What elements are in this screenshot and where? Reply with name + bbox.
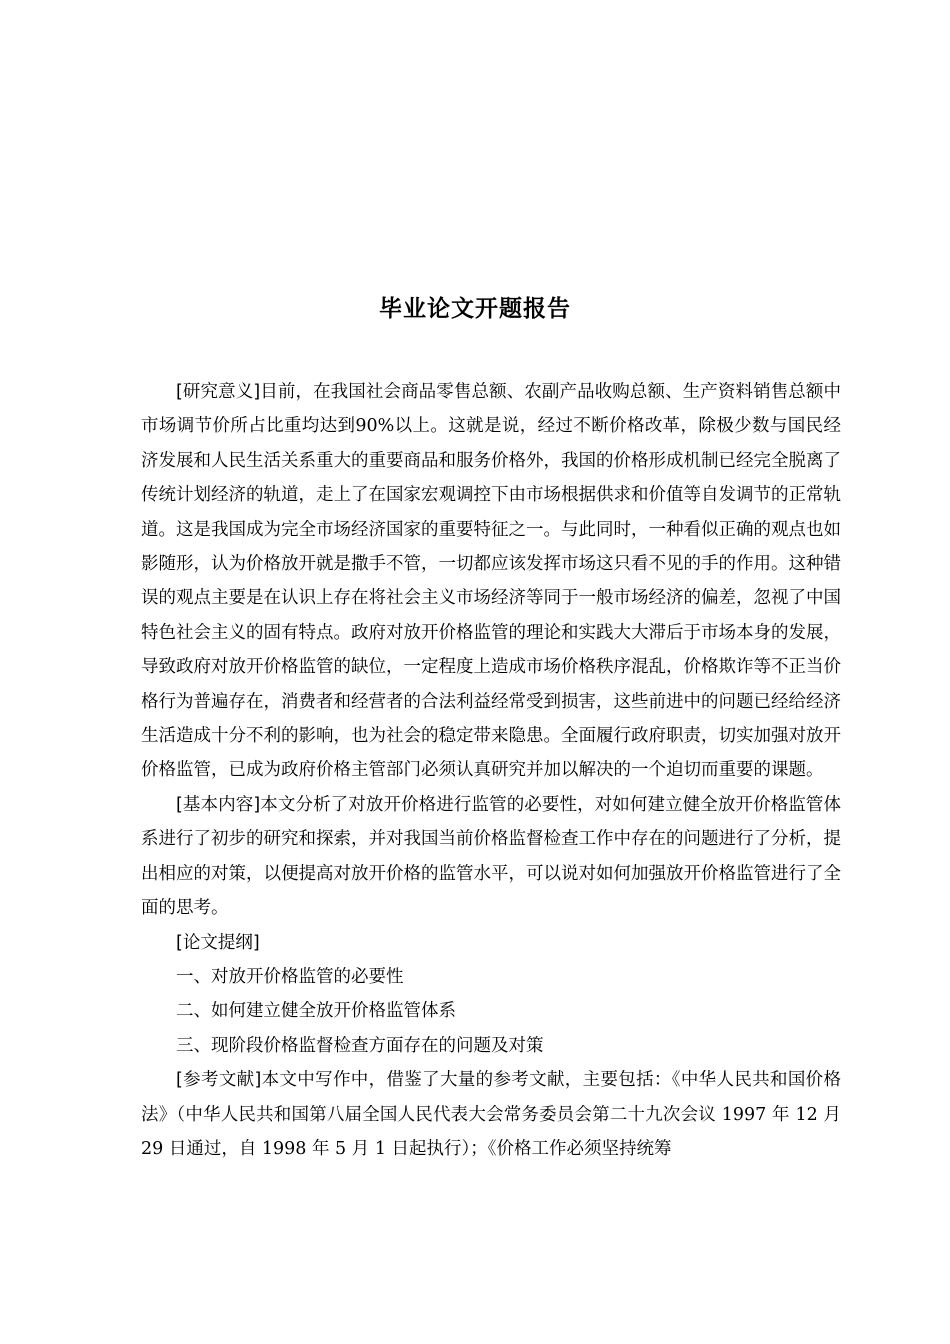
references-label: [参考文献] <box>176 1070 262 1091</box>
document-title: 毕业论文开题报告 <box>379 296 571 322</box>
document-body <box>141 375 841 1166</box>
content-label: [基本内容] <box>176 794 261 815</box>
outline-heading <box>141 926 841 960</box>
significance-text: 目前，在我国社会商品零售总额、农副产品收购总额、生产资料销售总额中市场调节价所占比重均达到90%以上。这就是说，经过不断价格改革，除极少数与国民经济发展和人民生活关系重大的重要商品和服务价格外，我国的价格形成机制已经完全脱离了传统计划经济的轨道，走上了在国家宏观调控下由市场根据供求和价值等自发调节的正常轨道。这是我国成为完全市场经济国家的重要特征之一。与此同时，一种看似正确的观点也如影随形，认为价格放开就是撒手不管，一切都应该发挥市场这只看不见的手的作用。这种错误的观点主要是在认识上存在将社会主义市场经济等同于一般市场经济的偏差，忽视了中国特色社会主义的固有特点。政府对放开价格监管的理论和实践大大滞后于市场本身的发展，导致政府对放开价格监管的缺位，一定程度上造成市场价格秩序混乱，价格欺诈等不正当价格行为普遍存在，消费者和经营者的合法利益经常受到损害，这些前进中的问题已经给经济生活造成十分不利的影响，也为社会的稳定带来隐患。全面履行政府职责，切实加强对放开价格监管，已成为政府价格主管部门必须认真研究并加以解决的一个迫切而重要的课题。 <box>141 382 842 781</box>
outline-label: [论文提纲] <box>176 932 260 953</box>
significance-paragraph <box>141 375 841 788</box>
outline-item: 三、现阶段价格监督检查方面存在的问题及对策 <box>176 1035 544 1056</box>
content-paragraph <box>141 788 841 926</box>
references-text: 本文中写作中，借鉴了大量的参考文献，主要包括：《中华人民共和国价格法》（中华人民共和国第八届全国人民代表大会常务委员会第二十九次会议 1997 年 12 月 29 日通过，自 1998 年 5 月 1 日起执行）；《价格工作必须坚持统筹 <box>141 1070 841 1159</box>
outline-item: 二、如何建立健全放开价格监管体系 <box>176 1001 456 1022</box>
content-text: 本文分析了对放开价格进行监管的必要性，对如何建立健全放开价格监管体系进行了初步的研究和探索，并对我国当前价格监督检查工作中存在的问题进行了分析，提出相应的对策，以便提高对放开价格的监管水平，可以说对如何加强放开价格监管进行了全面的思考。 <box>141 794 842 919</box>
significance-label: [研究意义] <box>176 382 261 402</box>
outline-item: 一、对放开价格监管的必要性 <box>176 966 404 987</box>
references-paragraph <box>141 1063 841 1166</box>
